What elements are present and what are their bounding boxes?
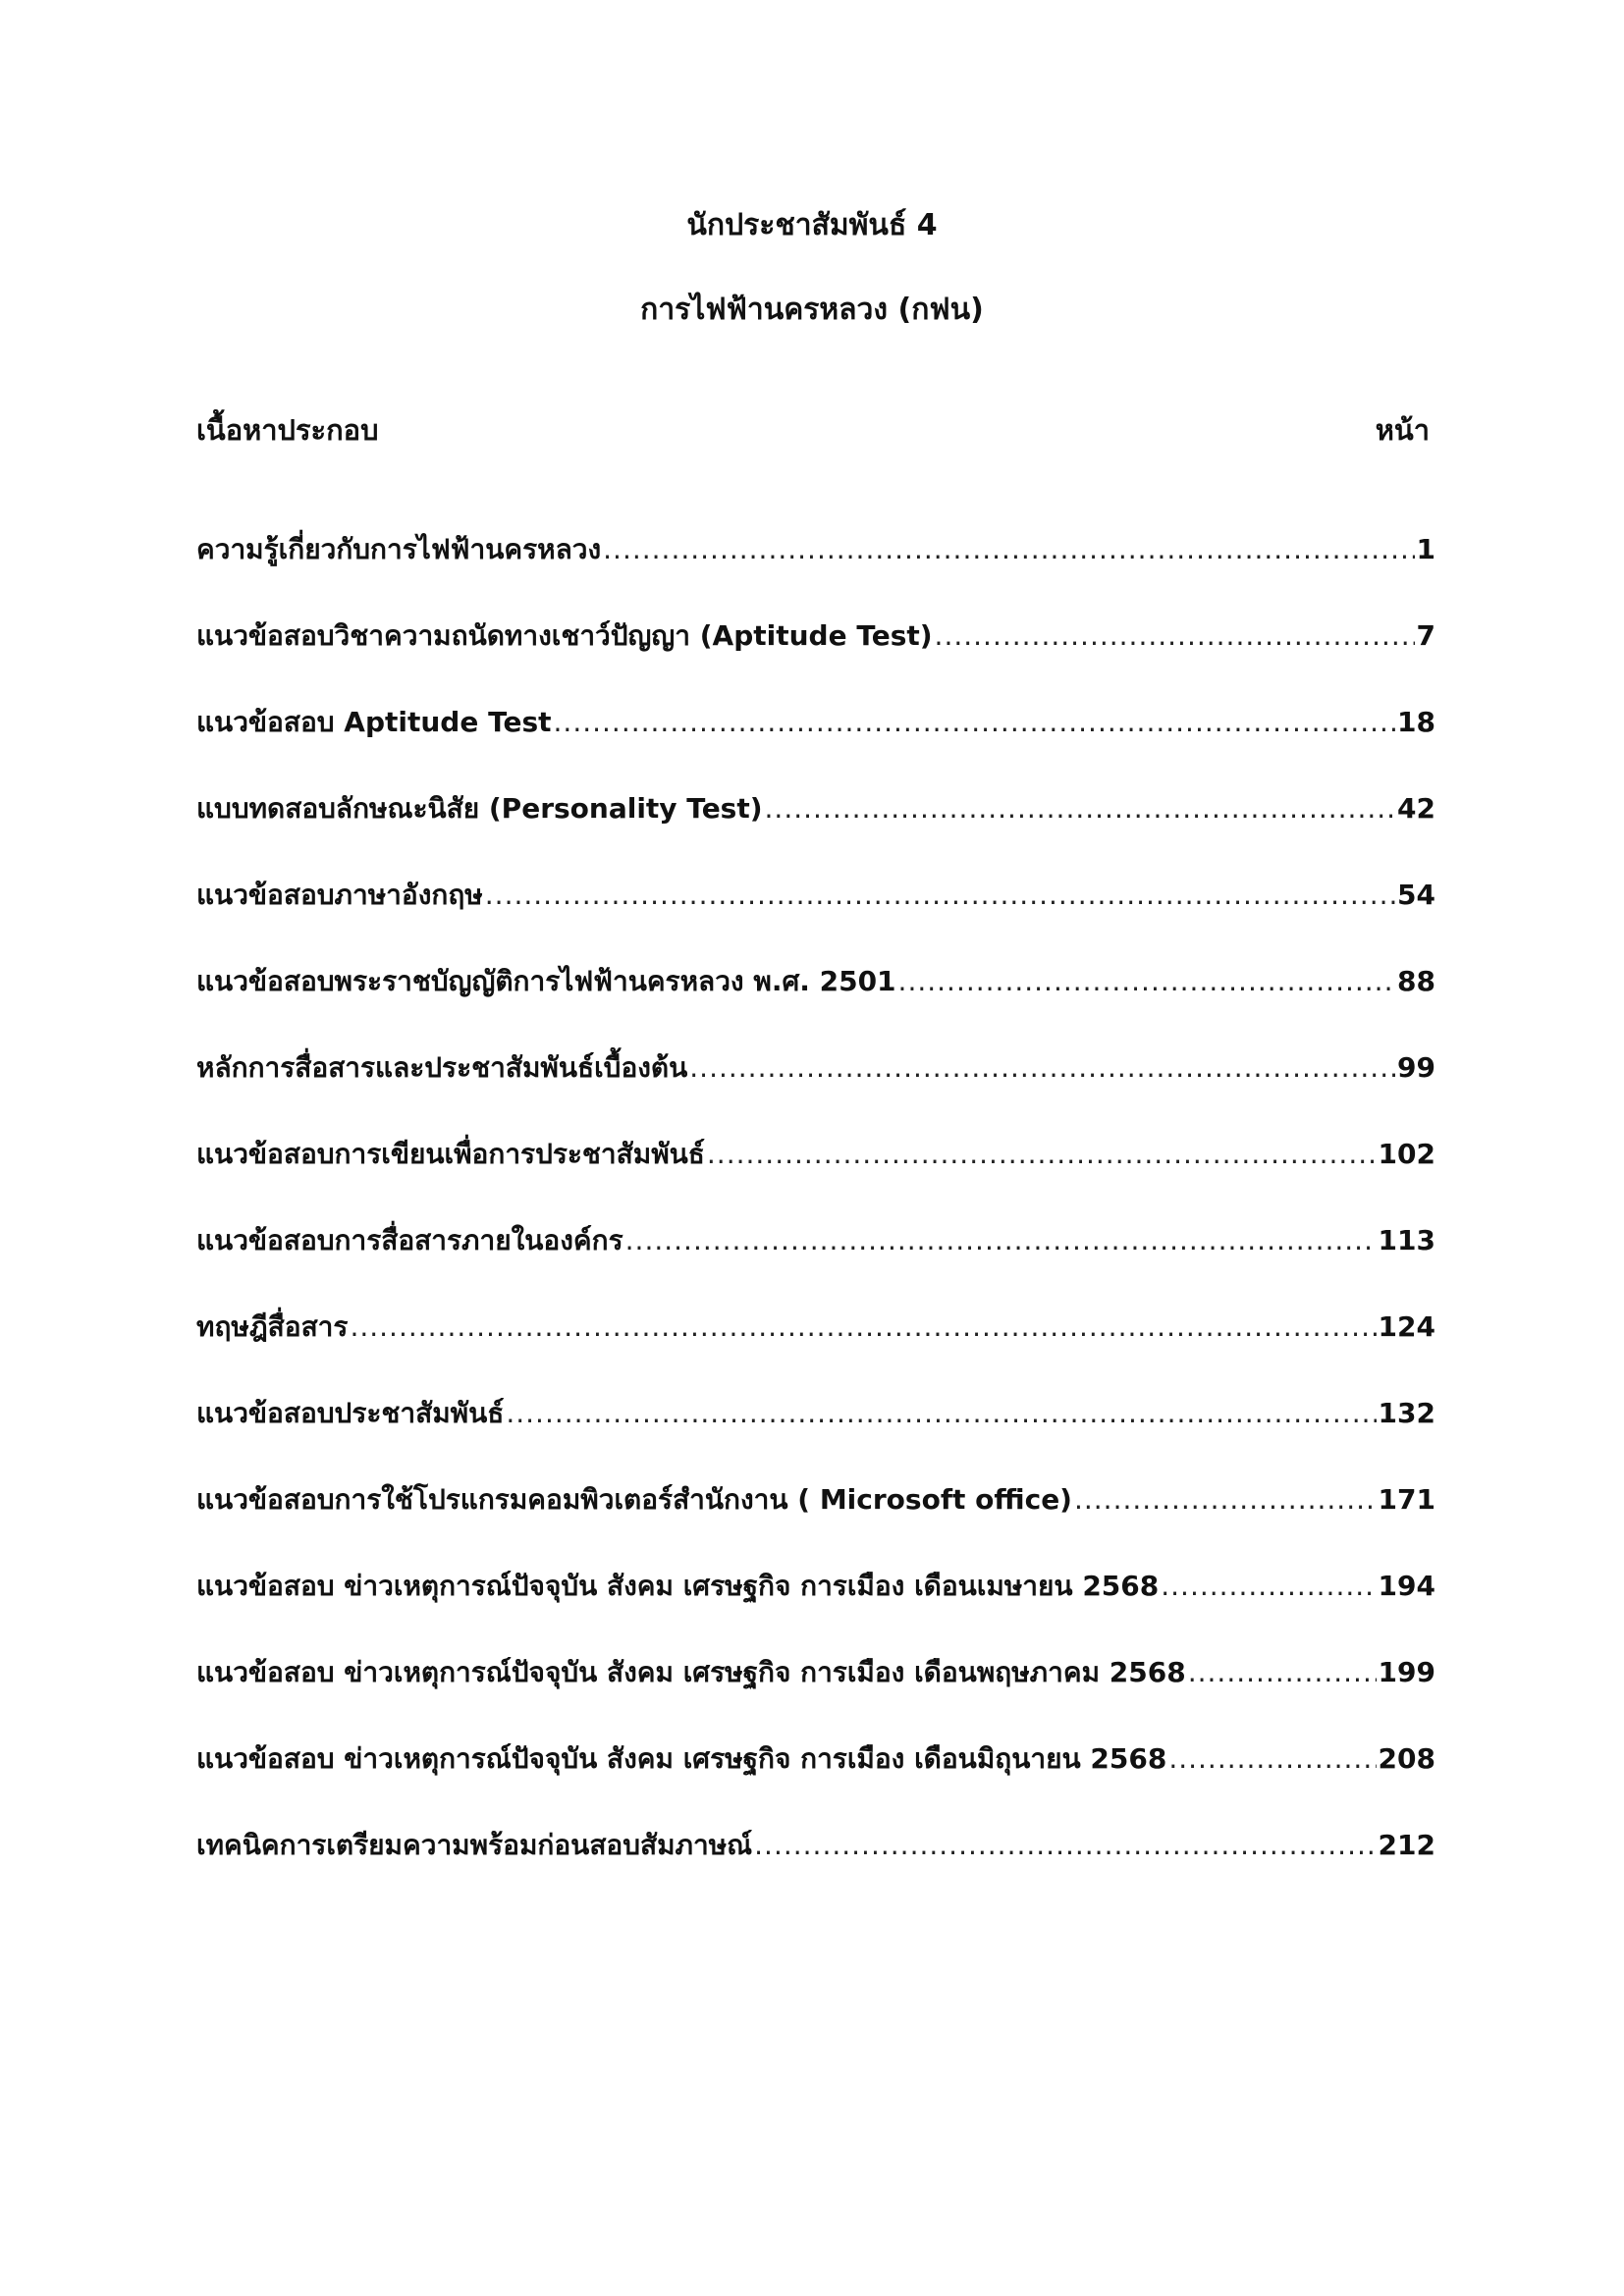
toc-entry[interactable] [196, 1135, 1435, 1174]
toc-dot-leader [1161, 1567, 1376, 1606]
toc-entry-label: แนวข้อสอบการสื่อสารภายในองค์กร [196, 1224, 623, 1256]
toc-entry[interactable] [196, 616, 1435, 656]
toc-entry-page: 132 [1378, 1397, 1435, 1429]
toc-entry-label: หลักการสื่อสารและประชาสัมพันธ์เบื้องต้น [196, 1051, 688, 1084]
toc-entry-label: แนวข้อสอบ ข่าวเหตุการณ์ปัจจุบัน สังคม เศรษฐกิจ การเมือง เดือนมิถุนายน 2568 [196, 1742, 1167, 1775]
toc-entry-label: ทฤษฎีสื่อสาร [196, 1310, 349, 1343]
toc-entry-page: 88 [1397, 965, 1435, 997]
toc-entry-page: 54 [1397, 879, 1435, 911]
toc-entry-page: 102 [1378, 1138, 1435, 1170]
toc-entry-label: แนวข้อสอบ ข่าวเหตุการณ์ปัจจุบัน สังคม เศรษฐกิจ การเมือง เดือนเมษายน 2568 [196, 1570, 1160, 1602]
toc-dot-leader [707, 1135, 1377, 1174]
toc-entry-page: 199 [1378, 1656, 1435, 1688]
toc-entry-page: 113 [1378, 1224, 1435, 1256]
toc-entry-page: 42 [1397, 792, 1435, 825]
toc-entry[interactable] [196, 703, 1435, 742]
toc-dot-leader [1188, 1653, 1377, 1692]
toc-dot-leader [765, 789, 1396, 828]
toc-entry-label: แนวข้อสอบภาษาอังกฤษ [196, 879, 483, 911]
contents-heading: เนื้อหาประกอบ [196, 413, 379, 447]
document-title: นักประชาสัมพันธ์ 4 [686, 208, 938, 242]
toc-entry-label: แนวข้อสอบวิชาความถนัดทางเชาว์ปัญญา (Aptitude Test) [196, 619, 933, 652]
toc-dot-leader [689, 1048, 1395, 1088]
toc-entry[interactable] [196, 1480, 1435, 1520]
toc-entry-page: 212 [1378, 1829, 1435, 1861]
toc-entry-page: 1 [1416, 533, 1435, 565]
toc-dot-leader [554, 703, 1396, 742]
toc-entry[interactable] [196, 1308, 1435, 1347]
toc-entry[interactable] [196, 1826, 1435, 1865]
toc-entry-page: 18 [1397, 706, 1435, 738]
toc-entry-page: 171 [1378, 1483, 1435, 1516]
toc-entry[interactable] [196, 789, 1435, 828]
toc-entry[interactable] [196, 1394, 1435, 1433]
toc-dot-leader [898, 962, 1395, 1001]
page-heading: หน้า [1375, 413, 1430, 447]
toc-entry-page: 208 [1378, 1742, 1435, 1775]
toc-entry[interactable] [196, 962, 1435, 1001]
toc-dot-leader [1168, 1739, 1376, 1779]
toc-entry[interactable] [196, 530, 1435, 569]
toc-entry-label: ความรู้เกี่ยวกับการไฟฟ้านครหลวง [196, 533, 602, 565]
toc-entry-label: แบบทดสอบลักษณะนิสัย (Personality Test) [196, 792, 763, 825]
toc-entry-label: แนวข้อสอบประชาสัมพันธ์ [196, 1397, 505, 1429]
toc-entry[interactable] [196, 876, 1435, 915]
toc-entry-label: แนวข้อสอบการเขียนเพื่อการประชาสัมพันธ์ [196, 1138, 705, 1170]
toc-entry[interactable] [196, 1739, 1435, 1779]
toc-entry-page: 7 [1416, 619, 1435, 652]
toc-dot-leader [603, 530, 1414, 569]
toc-dot-leader [754, 1826, 1376, 1865]
toc-dot-leader [935, 616, 1415, 656]
toc-header [196, 410, 1430, 450]
toc-entry-label: แนวข้อสอบพระราชบัญญัติการไฟฟ้านครหลวง พ.ศ. 2501 [196, 965, 896, 997]
document-subtitle: การไฟฟ้านครหลวง (กฟน) [640, 293, 984, 327]
toc-entry-page: 99 [1397, 1051, 1435, 1084]
toc-entry-page: 124 [1378, 1310, 1435, 1343]
toc-dot-leader [1074, 1480, 1377, 1520]
toc-entry[interactable] [196, 1048, 1435, 1088]
toc-entry[interactable] [196, 1653, 1435, 1692]
table-of-contents [196, 530, 1435, 1912]
toc-entry-label: เทคนิคการเตรียมความพร้อมก่อนสอบสัมภาษณ์ [196, 1829, 753, 1861]
toc-entry[interactable] [196, 1221, 1435, 1260]
toc-dot-leader [506, 1394, 1376, 1433]
toc-entry-page: 194 [1378, 1570, 1435, 1602]
toc-dot-leader [350, 1308, 1376, 1347]
toc-dot-leader [625, 1221, 1377, 1260]
toc-entry-label: แนวข้อสอบ ข่าวเหตุการณ์ปัจจุบัน สังคม เศรษฐกิจ การเมือง เดือนพฤษภาคม 2568 [196, 1656, 1186, 1688]
toc-entry[interactable] [196, 1567, 1435, 1606]
toc-entry-label: แนวข้อสอบการใช้โปรแกรมคอมพิวเตอร์สำนักงาน ( Microsoft office) [196, 1483, 1072, 1516]
toc-entry-label: แนวข้อสอบ Aptitude Test [196, 706, 552, 738]
toc-dot-leader [485, 876, 1395, 915]
